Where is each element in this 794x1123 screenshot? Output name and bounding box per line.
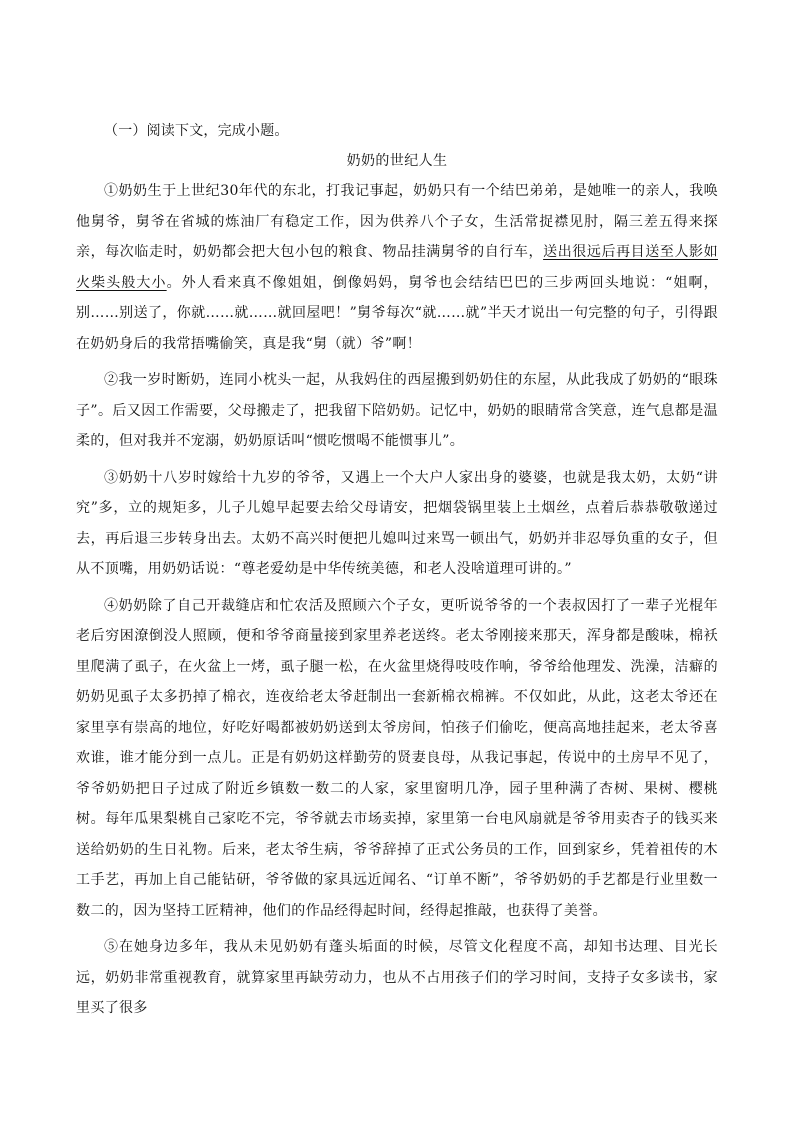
paragraph-5: ⑤在她身边多年，我从未见奶奶有蓬头垢面的时候，尽管文化程度不高，却知书达理、目光长远，奶奶非常重视教育，就算家里再缺劳动力，也从不占用孩子们的学习时间，支持子女多读书，家里买了很多 xyxy=(76,939,718,1016)
paragraph-1-text-after: 。外人看来真不像姐姐，倒像妈妈，舅爷也会结结巴巴的三步两回头地说：“姐啊，别……别送了，你就……就……就回屋吧！”舅爷每次“就……就”半天才说出一句完整的句子，引得跟在奶奶身后的我常捂嘴偷笑，真是我“舅（就）爷”啊！ xyxy=(76,274,718,352)
paragraph-2: ②我一岁时断奶，连同小枕头一起，从我妈住的西屋搬到奶奶住的东屋，从此我成了奶奶的“眼珠子”。后又因工作需要，父母搬走了，把我留下陪奶奶。记忆中，奶奶的眼睛常含笑意，连气息都是温柔的，但对我并不宠溺，奶奶原话叫“惯吃惯喝不能惯事儿”。 xyxy=(76,372,718,449)
article-title: 奶奶的世纪人生 xyxy=(346,153,448,169)
section-heading: （一）阅读下文，完成小题。 xyxy=(104,123,289,139)
paragraph-3: ③奶奶十八岁时嫁给十九岁的爷爷，又遇上一个大户人家出身的婆婆，也就是我太奶，太奶“讲究”多，立的规矩多，儿子儿媳早起要去给父母请安，把烟袋锅里装上土烟丝，点着后恭恭敬敬递过去，再后退三步转身出去。太奶不高兴时便把儿媳叫过来骂一顿出气，奶奶并非忍辱负重的女子，但从不顶嘴，用奶奶话说：“尊老爱幼是中华传统美德，和老人没啥道理可讲的。” xyxy=(76,469,718,577)
document-page xyxy=(76,116,718,1024)
paragraph-1-text-before: ①奶奶生于上世纪30年代的东北，打我记事起，奶奶只有一个结巴弟弟，是她唯一的亲人，我唤他舅爷，舅爷在省城的炼油厂有稳定工作，因为供养八个子女，生活常捉襟见肘，隔三差五得来探亲，每次临走时，奶奶都会把大包小包的粮食、物品挂满舅爷的自行车， xyxy=(76,183,718,260)
underlined-sentence: 送出很远后再目送至人影如火柴头般大小 xyxy=(76,244,719,291)
paragraph-4: ④奶奶除了自己开裁缝店和忙农活及照顾六个子女，更听说爷爷的一个表叔因打了一辈子光棍年老后穷困潦倒没人照顾，便和爷爷商量接到家里养老送终。老太爷刚接来那天，浑身都是酸味，棉袄里爬满了虱子，在火盆上一烤，虱子腿一松，在火盆里烧得吱吱作响，爷爷给他理发、洗澡，洁癖的奶奶见虱子太多扔掉了棉衣，连夜给老太爷赶制出一套新棉衣棉裤。不仅如此，从此，这老太爷还在家里享有崇高的地位，好吃好喝都被奶奶送到太爷房间，怕孩子们偷吃，便高高地挂起来，老太爷喜欢谁，谁才能分到一点儿。正是有奶奶这样勤劳的贤妻良母，从我记事起，传说中的土房早不见了，爷爷奶奶把日子过成了附近乡镇数一数二的人家，家里窗明几净，园子里种满了杏树、果树、樱桃树。每年瓜果梨桃自己家吃不完，爷爷就去市场卖掉，家里第一台电风扇就是爷爷用卖杏子的钱买来送给奶奶的生日礼物。后来，老太爷生病，爷爷辞掉了正式公务员的工作，回到家乡，凭着祖传的木工手艺，再加上自己能钻研，爷爷做的家具远近闻名、“订单不断”，爷爷奶奶的手艺都是行业里数一数二的，因为坚持工匠精神，他们的作品经得起时间，经得起推敲，也获得了美誉。 xyxy=(76,597,718,919)
paragraph-1 xyxy=(76,176,718,359)
